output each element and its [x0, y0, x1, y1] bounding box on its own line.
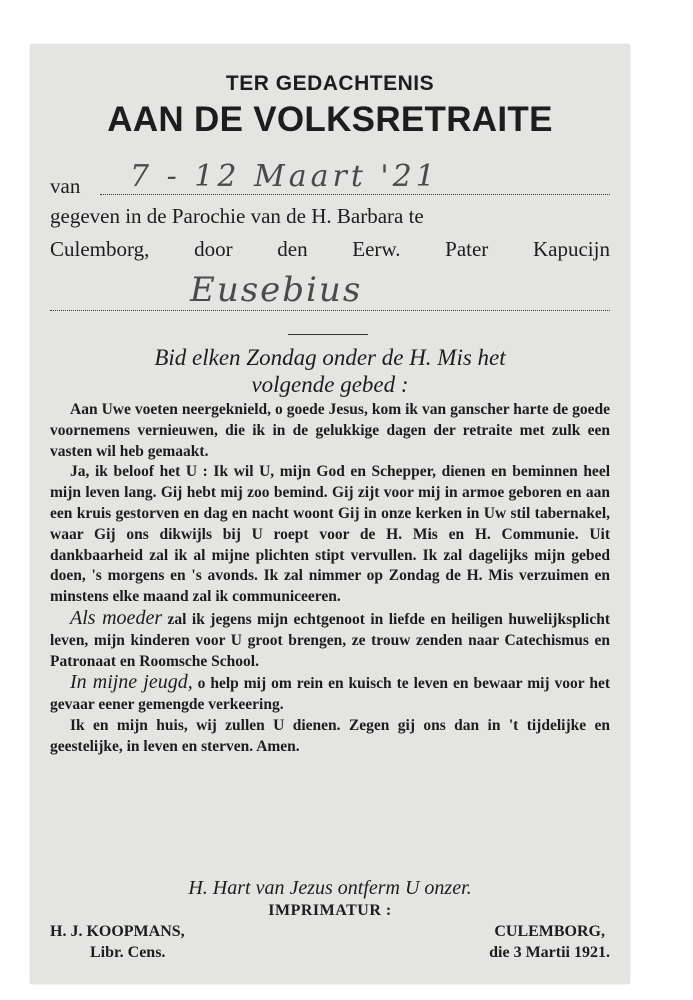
- censor-name: H. J. KOOPMANS,: [50, 923, 185, 940]
- pater-word: door: [194, 237, 233, 261]
- paragraph-lead: In mijne jeugd,: [70, 671, 193, 694]
- prayer-title-line: volgende gebed :: [251, 372, 409, 397]
- pater-word: Culemborg,: [50, 237, 150, 261]
- heading-large: AAN DE VOLKSRETRAITE: [107, 100, 553, 139]
- paragraph-text: o help mij om rein en kuisch te leven en bewaar mij voor het gevaar eener gemengde verkeering.: [50, 675, 611, 714]
- place-name: CULEMBORG,: [494, 923, 605, 940]
- prayer-body: [50, 400, 610, 758]
- pater-word: Pater: [445, 237, 489, 261]
- memorial-card: [30, 44, 630, 984]
- prayer-title: [30, 344, 630, 398]
- prayer-paragraph: Ja, ik beloof het U : Ik wil U, mijn God en Schepper, dienen en beminnen heel mijn leven lang. Gij hebt mij zoo bemind. Gij zijt voor mij in armoe geboren en aan een kruis gestorven en dag en nacht woont Gij in onze kerken in Uw stil tabernakel, waar Gij ons dikwijls bij U roept voor de H. Mis en H. Communie. Uit dankbaarheid zal ik al mijne plichten stipt vervullen. Ik zal dagelijks mijn gebed doen, 's morgens en 's avonds. Ik zal nimmer op Zondag de H. Mis verzuimen en minstens elke maand zal ik communiceeren.: [50, 463, 610, 606]
- parish-line: gegeven in de Parochie van de H. Barbara te: [50, 204, 424, 228]
- handwritten-date: 7 - 12 Maart '21: [130, 159, 439, 194]
- prayer-paragraph: Aan Uwe voeten neergeknield, o goede Jesus, kom ik van ganscher harte de goede voornemens vernieuwen, die ik in de gelukkige dagen der retraite met zulk een vasten wil heb gemaakt.: [50, 401, 610, 460]
- handwritten-name: Eusebius: [190, 270, 363, 310]
- censor-signature: [50, 921, 185, 963]
- prayer-paragraph: [50, 608, 610, 672]
- pater-line: [50, 237, 610, 262]
- divider: [288, 334, 368, 335]
- issue-date: die 3 Martii 1921.: [489, 944, 610, 961]
- pater-word: den: [277, 237, 308, 261]
- paragraph-lead: Als moeder: [70, 606, 163, 629]
- prayer-paragraph: Ik en mijn huis, wij zullen U dienen. Zegen gij ons dan in 't tijdelijke en geestelijke, in leven en sterven. Amen.: [50, 716, 610, 755]
- prayer-paragraph: [50, 672, 610, 716]
- pater-word: Kapucijn: [533, 237, 610, 261]
- date-line: [50, 159, 610, 201]
- name-line: [50, 270, 610, 314]
- censor-title: Libr. Cens.: [90, 944, 166, 961]
- heading-small: TER GEDACHTENIS: [225, 72, 435, 95]
- van-label: van: [50, 174, 81, 198]
- pater-word: Eerw.: [352, 237, 401, 261]
- place-date: [489, 921, 610, 963]
- dotted-fill-line: [50, 310, 610, 311]
- closing-invocation: H. Hart van Jezus ontferm U onzer.: [188, 877, 472, 899]
- prayer-title-line: Bid elken Zondag onder de H. Mis het: [154, 345, 506, 370]
- dotted-fill-line: [100, 194, 610, 195]
- paragraph-text: zal ik jegens mijn echtgenoot in liefde en heiligen huwelijksplicht leven, mijn kinderen voor U groot brengen, ze trouw zenden naar Catechismus en Patronaat en Roomsche School.: [50, 610, 610, 670]
- imprimatur-heading: IMPRIMATUR :: [268, 902, 392, 919]
